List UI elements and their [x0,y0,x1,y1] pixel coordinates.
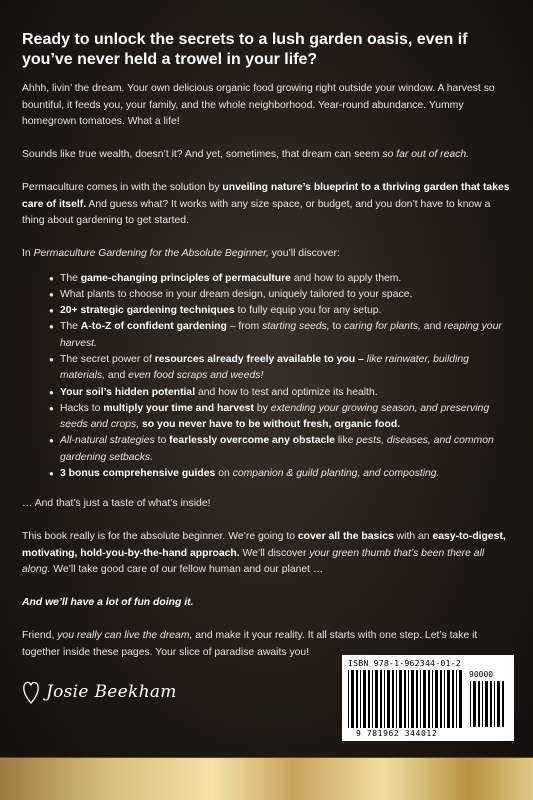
taste-paragraph: … And that’s just a taste of what’s inside! [22,498,211,510]
text-span: to fully equip you for any setup. [234,305,382,317]
bold-span: 3 bonus comprehensive guides [60,468,216,480]
text-span: and [420,321,445,333]
italic-span: so far out of reach. [382,149,470,160]
beginner-paragraph [22,529,512,579]
text-span: This book really is for the absolute beginner. We’re going to [22,531,298,543]
list-item [49,287,512,303]
author-signature [22,672,202,712]
text-span: on [215,468,233,480]
italic-span: reaping your harvest. [60,321,502,349]
italic-span: like rainwater, building materials, [60,353,469,382]
text-span: like [334,435,357,447]
headline: Ready to unlock the secrets to a lush garden oasis, even if you’ve never held a trowel in your life? [22,31,468,68]
text-span: to [329,321,345,333]
italic-span: All-natural strategies [60,435,155,447]
text-span: and [105,370,129,382]
bold-span: game-changing principles of permaculture [80,272,291,284]
text-span: And guess what? It works with any size space, or budget, and you don’t have to know a thing about gardening to get started. [22,198,491,226]
list-item [49,303,512,319]
text-span: – from [226,321,263,333]
list-item [49,352,512,385]
isbn-number: ISBN 978-1-962344-01-2 [348,658,461,668]
list-item [49,401,512,434]
text-span: by [254,402,271,414]
italic-span: companion & guild planting, and composting. [232,468,440,480]
bold-span: Your soil’s hidden potential [60,386,196,398]
fun-paragraph [22,595,512,612]
price-code: 90000 [469,670,494,679]
italic-span: you really can live the dream, [57,630,193,642]
italic-span: extending your growing season, and preserving seeds and crops, [60,402,490,431]
list-item [49,385,512,401]
italic-span: And we’ll have a lot of fun doing it. [22,597,194,609]
bold-span: fearlessly overcome any obstacle [169,435,335,447]
list-item [49,271,512,287]
text-span: We’ll take good care of our fellow human and our planet … [50,564,324,576]
text-span: and how to test and optimize its health. [195,386,378,398]
text-span: The secret power of [60,353,155,365]
back-cover-text [22,30,512,678]
text-span: We’ll discover [239,547,310,559]
bold-span: cover all the basics [297,531,394,543]
heart-flourish-icon [22,677,40,707]
text-span: Permaculture comes in with the solution by [22,182,223,193]
text-span: The [60,321,81,333]
signature-name: Josie Beekham [46,682,177,702]
italic-span: pests, diseases, and common gardening setbacks. [60,435,494,463]
text-span: The [60,272,81,284]
ean-digits: 9 781962 344012 [356,729,438,738]
bold-italic-span [22,597,193,608]
discover-paragraph [22,246,512,263]
gold-foil-band [0,757,533,800]
bold-span: 20+ strategic gardening techniques [60,305,235,317]
italic-span: your green thumb that’s been there all along. [22,547,485,576]
text-span: In [22,248,34,259]
list-item [49,466,512,482]
bold-span: so you never have to be without fresh, organic food. [142,419,401,431]
intro-paragraph: Ahhh, livin’ the dream. Your own delicious organic food growing right outside your window. A harvest so bountiful, it feeds you, your family, and the whole neighborhood. Year-round abundance. Yummy homegrown tomatoes. What a life! [22,83,495,127]
italic-span: even food scraps and weeds! [128,370,264,382]
book-title: Permaculture Gardening for the Absolute Beginner, [33,248,269,259]
isbn-barcode [342,655,514,741]
text-span: Friend, [22,630,58,642]
list-item [49,319,512,352]
text-span: to [154,435,170,447]
solution-paragraph [22,180,512,230]
italic-span: caring for plants, [344,321,421,333]
bold-span: unveiling nature’s blueprint to a thriving garden that takes care of itself. [22,182,510,210]
text-span: and make it your reality. It all starts with one step. Let’s take it together inside these pages. Your slice of paradise awaits you! [22,630,478,658]
bold-span: A-to-Z of confident gardening [80,321,227,333]
text-span: with an [393,531,433,543]
wealth-paragraph [22,147,512,164]
benefits-list [22,271,512,483]
bold-span: multiply your time and harvest [103,402,255,414]
text-span: Hacks to [60,402,104,414]
text-span: What plants to choose in your dream design, uniquely tailored to your space. [60,288,413,300]
addon-barcode-graphic [470,681,508,727]
list-item [49,433,512,466]
bold-span: resources already freely available to you – [154,353,364,365]
ean-barcode-graphic [348,670,464,728]
text-span: Sounds like true wealth, doesn’t it? And yet, sometimes, that dream can seem [22,149,383,160]
bold-span: easy-to-digest, motivating, hold-you-by-the-hand approach. [22,531,506,559]
text-span: you’ll discover: [268,248,340,259]
italic-span: starting seeds, [262,321,330,333]
text-span: and how to apply them. [290,272,402,284]
